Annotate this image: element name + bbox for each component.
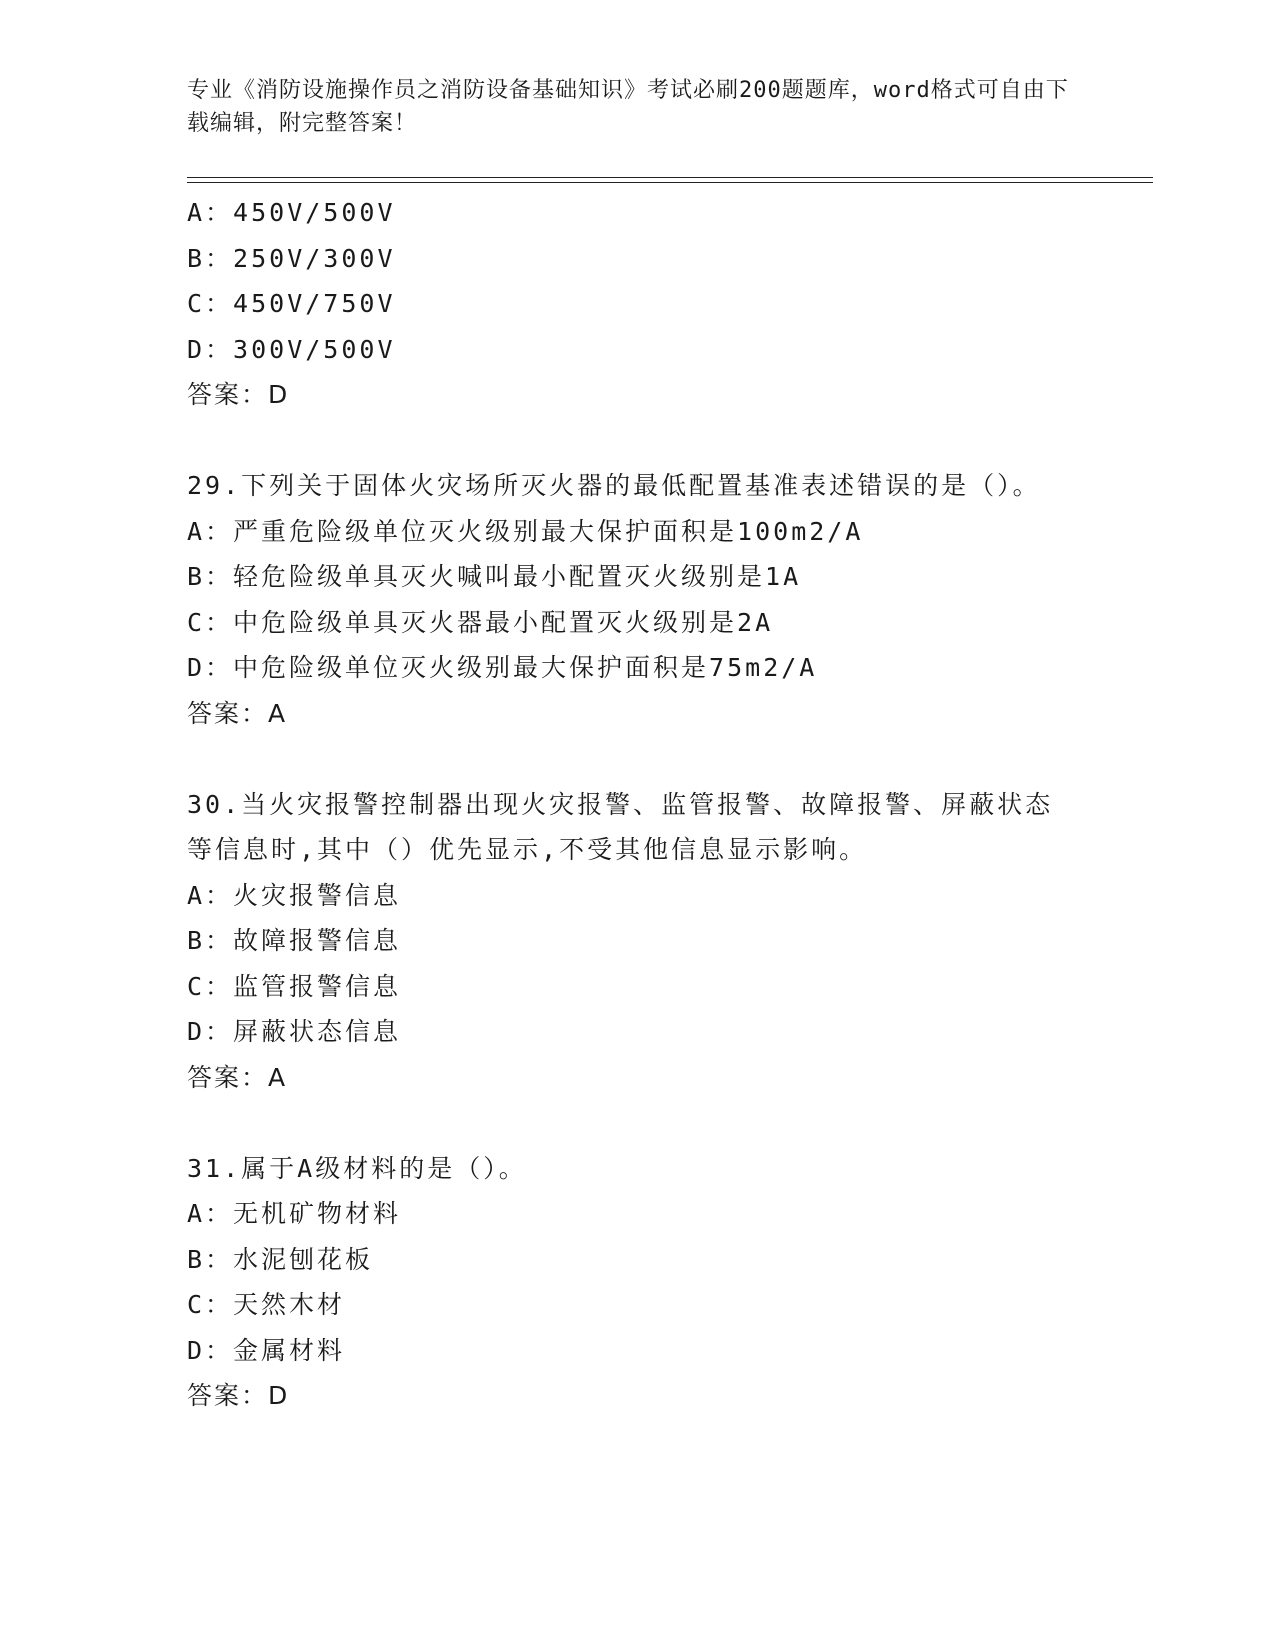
question-31 xyxy=(187,1146,1087,1419)
option-d: D：屏蔽状态信息 xyxy=(187,1017,402,1046)
document-header: 专业《消防设施操作员之消防设备基础知识》考试必刷200题题库，word格式可自由下载编辑，附完整答案！ xyxy=(187,78,1069,136)
option-d: D：中危险级单位灭火级别最大保护面积是75m2/A xyxy=(187,653,818,682)
question-stem: 29.下列关于固体火灾场所灭火器的最低配置基准表述错误的是（）。 xyxy=(187,471,1041,500)
answer-line: 答案：A xyxy=(187,698,288,728)
option-b: B：水泥刨花板 xyxy=(187,1244,374,1274)
option-b: B：250V/300V xyxy=(187,243,396,273)
question-list xyxy=(187,190,1087,1419)
answer-line: 答案：D xyxy=(187,1381,290,1410)
question-stem-line-1: 30.当火灾报警控制器出现火灾报警、监管报警、故障报警、屏蔽状态 xyxy=(187,789,1054,819)
header-divider-top xyxy=(187,177,1153,178)
option-b: B：轻危险级单具灭火喊叫最小配置灭火级别是1A xyxy=(187,562,802,591)
option-a: A：450V/500V xyxy=(187,198,396,227)
question-30 xyxy=(187,782,1087,1101)
option-c: C：450V/750V xyxy=(187,289,396,318)
spacer xyxy=(187,736,1087,782)
option-b: B：故障报警信息 xyxy=(187,926,402,955)
answer-line: 答案：D xyxy=(187,380,290,409)
spacer xyxy=(187,418,1087,464)
answer-line: 答案：A xyxy=(187,1062,288,1092)
option-a: A：火灾报警信息 xyxy=(187,880,402,910)
option-a: A：无机矿物材料 xyxy=(187,1199,402,1228)
question-stem: 31.属于A级材料的是（）。 xyxy=(187,1153,527,1183)
option-d: D：300V/500V xyxy=(187,334,396,364)
option-c: C：天然木材 xyxy=(187,1290,346,1319)
option-c: C：中危险级单具灭火器最小配置灭火级别是2A xyxy=(187,607,774,637)
question-28-partial xyxy=(187,190,1087,418)
option-d: D：金属材料 xyxy=(187,1335,346,1365)
option-c: C：监管报警信息 xyxy=(187,971,402,1001)
option-a: A：严重危险级单位灭火级别最大保护面积是100m2/A xyxy=(187,516,864,546)
question-29 xyxy=(187,463,1087,736)
question-stem-line-2: 等信息时,其中（）优先显示,不受其他信息显示影响。 xyxy=(187,835,868,864)
spacer xyxy=(187,1100,1087,1146)
header-divider-bottom xyxy=(187,182,1153,183)
